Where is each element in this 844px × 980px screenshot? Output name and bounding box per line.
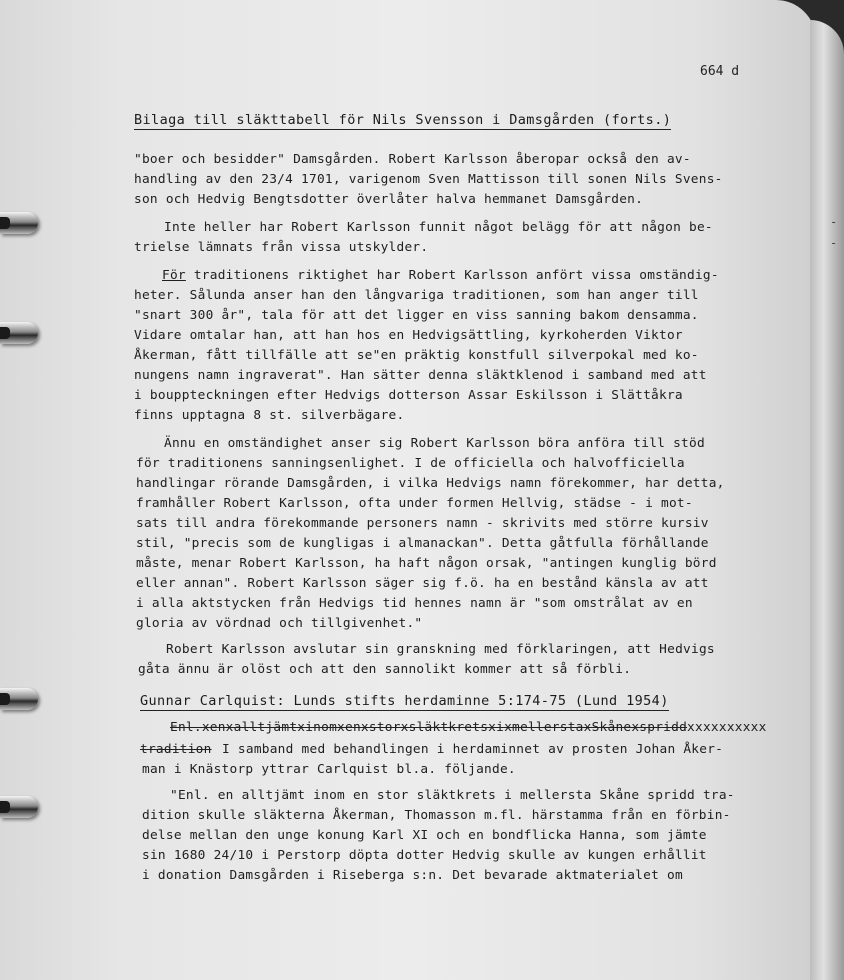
text-line: i alla aktstycken från Hedvigs tid hennes namn är "som omstrålat av en: [136, 596, 693, 611]
text-line: stil, "precis som de kungligas i almanackan". Detta gåtfulla förhållande: [136, 536, 709, 551]
text-line: "snart 300 år", tala för att det ligger en viss sanning bakom densamma.: [134, 308, 699, 323]
text-line: I samband med behandlingen i herdaminnet av prosten Johan Åker-: [222, 742, 724, 757]
text-line: handlingar rörande Damsgården, i vilka Hedvigs namn förekommer, har detta,: [136, 476, 725, 491]
text-line: man i Knästorp yttrar Carlquist bl.a. följande.: [142, 762, 516, 777]
text-line: i bouppteckningen efter Hedvigs dotterson Assar Eskilsson i Slättåkra: [134, 388, 683, 403]
text-line: Åkerman, fått tillfälle att se"en präktig konstfull silverpokal med ko-: [134, 348, 699, 363]
text-line: handling av den 23/4 1701, varigenom Sven Mattisson till sonen Nils Svens-: [134, 172, 723, 187]
text-line: gåta ännu är olöst och att den sannolikt kommer att så förbli.: [138, 662, 632, 677]
text-line: [162, 266, 719, 285]
text-line: för traditionens sanningsenlighet. I de officiella och halvofficiella: [136, 456, 685, 471]
binder-ring: [0, 688, 38, 710]
page-stack-edge: [810, 20, 844, 980]
text-line: framhåller Robert Karlsson, ofta under formen Hellvig, städse - i mot-: [136, 496, 693, 511]
text-line: sats till andra förekommande personers namn - skrivits med större kursiv: [136, 516, 709, 531]
margin-mark: -: [830, 236, 838, 250]
page-number: 664 d: [700, 64, 740, 79]
struck-text: Enl.xenxalltjämtxinomxenxstorxsläktkretsxixmellerstaxSkånexspriddxxxxxxxxxx: [170, 720, 767, 735]
text-line: eller annan". Robert Karlsson säger sig f.ö. ha en bestånd känsla av att: [136, 576, 709, 591]
text-line: gloria av vördnad och tillgivenhet.": [136, 616, 423, 631]
text-line: dition skulle släkterna Åkerman, Thomasson m.fl. härstamma från en förbin-: [142, 808, 731, 823]
text-line: sin 1680 24/10 i Perstorp döpta dotter Hedvig skulle av kungen erhållit: [142, 848, 707, 863]
binder-ring: [0, 796, 38, 818]
text-line: Ännu en omständighet anser sig Robert Karlsson böra anföra till stöd: [164, 436, 705, 451]
text-line: nungens namn ingraverat". Han sätter denna släktklenod i samband med att: [134, 368, 707, 383]
struck-text-span: tradition: [140, 742, 212, 757]
text-line: "Enl. en alltjämt inom en stor släktkrets i mellersta Skåne spridd tra-: [170, 788, 735, 803]
binder-ring: [0, 322, 38, 344]
section-heading: Bilaga till släkttabell för Nils Svensson i Damsgården (forts.): [134, 112, 672, 128]
section-heading: Gunnar Carlquist: Lunds stifts herdaminne 5:174-75 (Lund 1954): [140, 693, 669, 709]
text-line: Inte heller har Robert Karlsson funnit något belägg för att någon be-: [164, 220, 713, 235]
text-line: "boer och besidder" Damsgården. Robert Karlsson åberopar också den av-: [134, 152, 691, 167]
text-line: måste, menar Robert Karlsson, ha haft någon orsak, "antingen kunglig börd: [136, 556, 717, 571]
binder-ring: [0, 212, 38, 234]
underlined-word: För: [162, 268, 186, 283]
struck-text: [140, 742, 212, 757]
text-line: delse mellan den unge konung Karl XI och en bondflicka Hanna, som jämte: [142, 828, 707, 843]
text-line: son och Hedvig Bengtsdotter överlåter halva hemmanet Damsgården.: [134, 192, 644, 207]
text-span: traditionens riktighet har Robert Karlsson anfört vissa omständig-: [185, 268, 719, 283]
text-line: finns upptagna 8 st. silverbägare.: [134, 408, 405, 423]
margin-mark: -: [830, 215, 838, 229]
text-line: trielse lämnats från vissa utskylder.: [134, 240, 429, 255]
struck-text-span: Enl.xenxalltjämtxinomxenxstorxsläktkretsxixmellerstaxSkånexspridd: [170, 720, 688, 735]
text-line: i donation Damsgården i Riseberga s:n. Det bevarade aktmaterialet om: [142, 868, 683, 883]
text-line: heter. Sålunda anser han den långvariga traditionen, som han anger till: [134, 288, 699, 303]
text-line: Robert Karlsson avslutar sin granskning med förklaringen, att Hedvigs: [166, 642, 715, 657]
text-line: Vidare omtalar han, att han hos en Hedvigsättling, kyrkoherden Viktor: [134, 328, 683, 343]
